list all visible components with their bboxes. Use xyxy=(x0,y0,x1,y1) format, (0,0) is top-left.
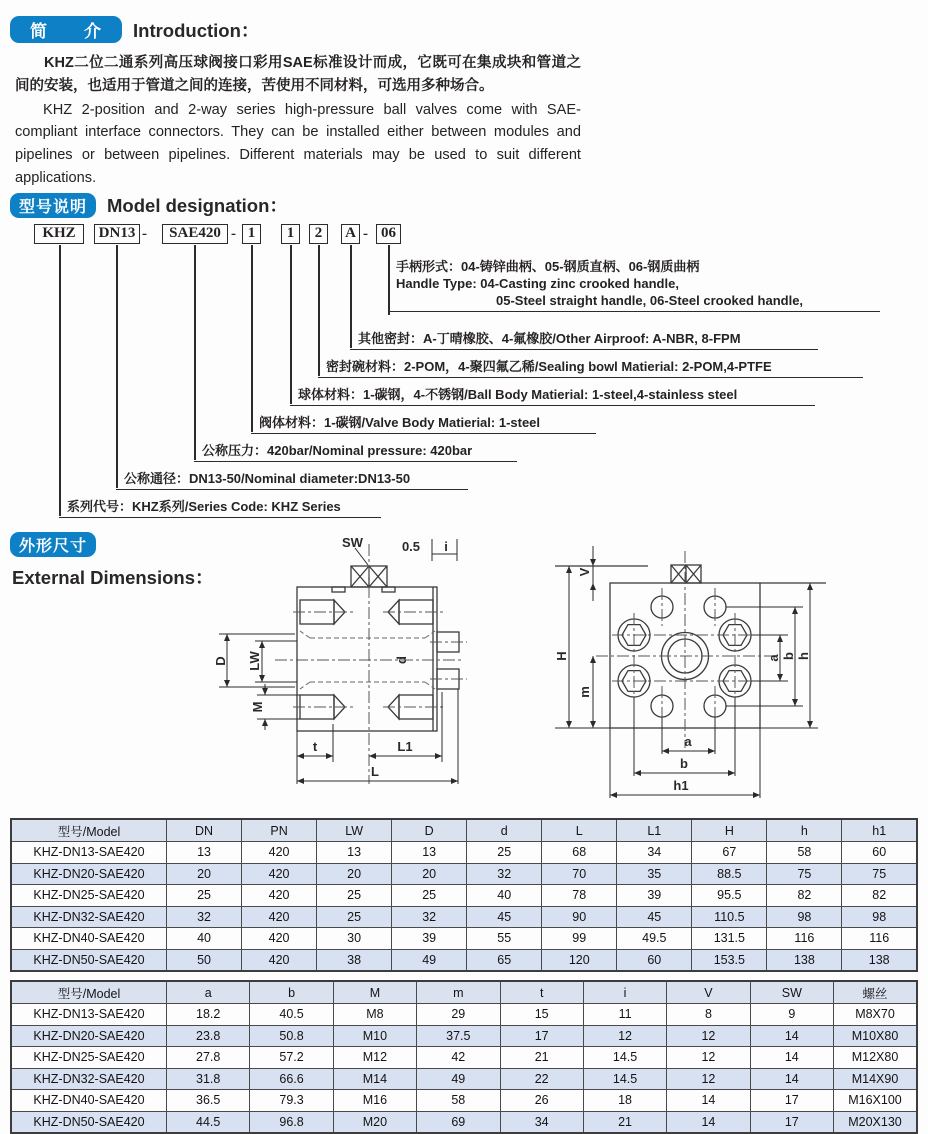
model-code-box-ball-body: 1 xyxy=(281,224,300,244)
value-cell: 88.5 xyxy=(692,863,767,885)
value-cell: 98 xyxy=(842,906,917,928)
designation-label-ball-body: 球体材料：1-碳钢，4-不锈钢/Ball Body Matierial: 1-steel,4-stainless steel xyxy=(290,384,815,406)
value-cell: 21 xyxy=(583,1111,666,1133)
column-header: m xyxy=(417,981,500,1004)
value-cell: 22 xyxy=(500,1068,583,1090)
model-cell: KHZ-DN32-SAE420 xyxy=(11,1068,167,1090)
value-cell: 67 xyxy=(692,842,767,864)
value-cell: 25 xyxy=(317,906,392,928)
value-cell: 34 xyxy=(617,842,692,864)
table-row xyxy=(11,928,917,950)
intro-header xyxy=(10,16,913,43)
table-row xyxy=(11,949,917,971)
value-cell: 58 xyxy=(417,1090,500,1112)
value-cell: 39 xyxy=(617,885,692,907)
value-cell: M14 xyxy=(333,1068,416,1090)
value-cell: 82 xyxy=(842,885,917,907)
value-cell: 75 xyxy=(842,863,917,885)
value-cell: 420 xyxy=(242,842,317,864)
intro-paragraph-zh: KHZ二位二通系列高压球阀接口彩用SAE标准设计而成，它既可在集成块和管道之间的安装，也适用于管道之间的连接，苦使用不同材料，可选用多种场合。 xyxy=(15,55,581,94)
value-cell: 35 xyxy=(617,863,692,885)
designation-label-seal-other: 其他密封：A-丁晴橡胶、4-氟橡胶/Other Airproof: A-NBR, 8-FPM xyxy=(350,328,818,350)
front-view-drawing xyxy=(538,526,928,805)
model-cell: KHZ-DN25-SAE420 xyxy=(11,1047,167,1069)
value-cell: 58 xyxy=(767,842,842,864)
value-cell: 12 xyxy=(583,1025,666,1047)
connector-line-pressure xyxy=(194,245,196,460)
dimension-table-1 xyxy=(10,818,918,972)
value-cell: 57.2 xyxy=(250,1047,333,1069)
dim-label-M: M xyxy=(250,701,265,713)
dimension-table-2 xyxy=(10,980,918,1134)
value-cell: 116 xyxy=(842,928,917,950)
model-code-box-handle: 06 xyxy=(376,224,401,244)
value-cell: 17 xyxy=(750,1090,833,1112)
value-cell: 60 xyxy=(842,842,917,864)
value-cell: 11 xyxy=(583,1004,666,1026)
column-header: d xyxy=(467,819,542,842)
value-cell: 25 xyxy=(467,842,542,864)
value-cell: 14 xyxy=(750,1025,833,1047)
value-cell: M16X100 xyxy=(834,1090,918,1112)
model-cell: KHZ-DN40-SAE420 xyxy=(11,1090,167,1112)
value-cell: M16 xyxy=(333,1090,416,1112)
handle-label-en1: Handle Type: 04-Casting zinc crooked handle, xyxy=(396,276,679,292)
value-cell: 29 xyxy=(417,1004,500,1026)
dimensions-badge: 外形尺寸 xyxy=(10,532,96,557)
table-row xyxy=(11,1047,917,1069)
value-cell: 50.8 xyxy=(250,1025,333,1047)
value-cell: 40 xyxy=(167,928,242,950)
column-header: h1 xyxy=(842,819,917,842)
column-header: a xyxy=(167,981,250,1004)
model-code-box-seal-bowl: 2 xyxy=(309,224,328,244)
table-row xyxy=(11,1004,917,1026)
dim-label-L: L xyxy=(371,764,379,780)
value-cell: 12 xyxy=(667,1047,750,1069)
value-cell: 55 xyxy=(467,928,542,950)
designation-label-handle xyxy=(388,258,880,312)
column-header: 型号/Model xyxy=(11,819,167,842)
value-cell: 65 xyxy=(467,949,542,971)
value-cell: 116 xyxy=(767,928,842,950)
value-cell: M12X80 xyxy=(834,1047,918,1069)
column-header: H xyxy=(692,819,767,842)
value-cell: 50 xyxy=(167,949,242,971)
value-cell: M20X130 xyxy=(834,1111,918,1133)
value-cell: 14.5 xyxy=(583,1068,666,1090)
value-cell: 27.8 xyxy=(167,1047,250,1069)
center-lines xyxy=(275,544,467,784)
designation-heading: Model designation： xyxy=(107,195,288,217)
model-cell: KHZ-DN25-SAE420 xyxy=(11,885,167,907)
value-cell: 13 xyxy=(167,842,242,864)
intro-paragraph-en: KHZ 2-position and 2-way series high-pressure ball valves come with SAE-compliant interface connectors. They can be installed either between modules and pipelines or between pipelines. Different materials may be used to suit different applications. xyxy=(15,101,581,187)
model-code-separator: - xyxy=(231,226,236,243)
value-cell: M14X90 xyxy=(834,1068,918,1090)
value-cell: 14 xyxy=(750,1068,833,1090)
table-row xyxy=(11,1025,917,1047)
front-body-outline xyxy=(555,565,826,728)
value-cell: 20 xyxy=(392,863,467,885)
handle-label-en2: 05-Steel straight handle, 06-Steel crooked handle, xyxy=(496,293,804,309)
column-header: L1 xyxy=(617,819,692,842)
model-code-separator: - xyxy=(142,226,147,243)
model-designation-diagram xyxy=(10,222,928,524)
value-cell: 13 xyxy=(392,842,467,864)
dim-label-h: h xyxy=(796,652,811,661)
dim-label-a-side: a xyxy=(766,654,781,662)
value-cell: M8X70 xyxy=(834,1004,918,1026)
designation-label-diameter: 公称通径：DN13-50/Nominal diameter:DN13-50 xyxy=(116,468,468,490)
connector-line-valve-body xyxy=(251,245,253,432)
value-cell: 82 xyxy=(767,885,842,907)
value-cell: 25 xyxy=(167,885,242,907)
table-row xyxy=(11,863,917,885)
model-code-box-series: KHZ xyxy=(34,224,84,244)
table-row xyxy=(11,1111,917,1133)
value-cell: 45 xyxy=(617,906,692,928)
value-cell: 49 xyxy=(392,949,467,971)
model-cell: KHZ-DN40-SAE420 xyxy=(11,928,167,950)
dim-label-D: D xyxy=(213,656,228,666)
intro-section xyxy=(0,0,928,190)
value-cell: M10 xyxy=(333,1025,416,1047)
dim-label-t: t xyxy=(312,739,318,755)
column-header: i xyxy=(583,981,666,1004)
value-cell: 66.6 xyxy=(250,1068,333,1090)
dim-label-L1: L1 xyxy=(397,739,413,755)
designation-label-pressure: 公称压力：420bar/Nominal pressure: 420bar xyxy=(194,440,517,462)
value-cell: 32 xyxy=(167,906,242,928)
value-cell: 12 xyxy=(667,1068,750,1090)
value-cell: 31.8 xyxy=(167,1068,250,1090)
value-cell: 95.5 xyxy=(692,885,767,907)
designation-badge: 型号说明 xyxy=(10,193,96,218)
column-header: D xyxy=(392,819,467,842)
value-cell: M10X80 xyxy=(834,1025,918,1047)
value-cell: 75 xyxy=(767,863,842,885)
dim-label-i: i xyxy=(444,539,448,555)
value-cell: 23.8 xyxy=(167,1025,250,1047)
value-cell: 131.5 xyxy=(692,928,767,950)
value-cell: 14 xyxy=(750,1047,833,1069)
dim-label-a-bottom: a xyxy=(684,734,692,750)
connector-line-series xyxy=(59,245,61,516)
value-cell: 9 xyxy=(750,1004,833,1026)
value-cell: 420 xyxy=(242,863,317,885)
designation-label-series: 系列代号：KHZ系列/Series Code: KHZ Series xyxy=(59,496,381,518)
value-cell: 32 xyxy=(467,863,542,885)
dim-label-b-side: b xyxy=(781,652,796,661)
value-cell: 39 xyxy=(392,928,467,950)
value-cell: 32 xyxy=(392,906,467,928)
designation-label-valve-body: 阀体材料：1-碳钢/Valve Body Matierial: 1-steel xyxy=(251,412,596,434)
value-cell: 14 xyxy=(667,1090,750,1112)
value-cell: 70 xyxy=(542,863,617,885)
value-cell: 26 xyxy=(500,1090,583,1112)
value-cell: 69 xyxy=(417,1111,500,1133)
column-header: t xyxy=(500,981,583,1004)
value-cell: 36.5 xyxy=(167,1090,250,1112)
value-cell: M8 xyxy=(333,1004,416,1026)
value-cell: M20 xyxy=(333,1111,416,1133)
value-cell: 42 xyxy=(417,1047,500,1069)
value-cell: 37.5 xyxy=(417,1025,500,1047)
table-row xyxy=(11,842,917,864)
value-cell: 110.5 xyxy=(692,906,767,928)
value-cell: 17 xyxy=(750,1111,833,1133)
model-code-box-pressure: SAE420 xyxy=(162,224,228,244)
handle-label-zh: 手柄形式：04-铸锌曲柄、05-钢质直柄、06-钢质曲柄 xyxy=(396,259,700,275)
intro-heading: Introduction： xyxy=(133,19,260,41)
value-cell: 15 xyxy=(500,1004,583,1026)
value-cell: 25 xyxy=(317,885,392,907)
value-cell: 44.5 xyxy=(167,1111,250,1133)
value-cell: M12 xyxy=(333,1047,416,1069)
table-row xyxy=(11,1090,917,1112)
model-cell: KHZ-DN20-SAE420 xyxy=(11,1025,167,1047)
table-row xyxy=(11,906,917,928)
value-cell: 78 xyxy=(542,885,617,907)
value-cell: 38 xyxy=(317,949,392,971)
value-cell: 20 xyxy=(317,863,392,885)
model-cell: KHZ-DN13-SAE420 xyxy=(11,842,167,864)
value-cell: 99 xyxy=(542,928,617,950)
value-cell: 14 xyxy=(667,1111,750,1133)
model-code-box-valve-body: 1 xyxy=(242,224,261,244)
value-cell: 90 xyxy=(542,906,617,928)
table-row xyxy=(11,885,917,907)
value-cell: 18.2 xyxy=(167,1004,250,1026)
designation-label-seal-bowl: 密封碗材料：2-POM，4-聚四氟乙稀/Sealing bowl Matierial: 2-POM,4-PTFE xyxy=(318,356,863,378)
model-cell: KHZ-DN32-SAE420 xyxy=(11,906,167,928)
value-cell: 21 xyxy=(500,1047,583,1069)
model-cell: KHZ-DN13-SAE420 xyxy=(11,1004,167,1026)
value-cell: 17 xyxy=(500,1025,583,1047)
model-code-box-diameter: DN13 xyxy=(94,224,140,244)
value-cell: 49.5 xyxy=(617,928,692,950)
value-cell: 13 xyxy=(317,842,392,864)
dim-label-LW: LW xyxy=(247,651,262,671)
value-cell: 18 xyxy=(583,1090,666,1112)
column-header: M xyxy=(333,981,416,1004)
value-cell: 40 xyxy=(467,885,542,907)
value-cell: 8 xyxy=(667,1004,750,1026)
dimensions-heading: External Dimensions： xyxy=(12,567,214,589)
column-header: L xyxy=(542,819,617,842)
value-cell: 420 xyxy=(242,928,317,950)
dim-label-H: H xyxy=(554,651,569,661)
connector-line-diameter xyxy=(116,245,118,488)
connector-line-ball-body xyxy=(290,245,292,404)
value-cell: 40.5 xyxy=(250,1004,333,1026)
dim-label-sw: SW xyxy=(342,535,363,551)
value-cell: 68 xyxy=(542,842,617,864)
designation-header xyxy=(10,192,928,218)
value-cell: 60 xyxy=(617,949,692,971)
value-cell: 120 xyxy=(542,949,617,971)
value-cell: 30 xyxy=(317,928,392,950)
model-cell: KHZ-DN50-SAE420 xyxy=(11,949,167,971)
value-cell: 420 xyxy=(242,949,317,971)
value-cell: 420 xyxy=(242,885,317,907)
value-cell: 98 xyxy=(767,906,842,928)
dim-label-m: m xyxy=(577,686,592,698)
model-code-separator: - xyxy=(363,226,368,243)
dim-label-b-bottom: b xyxy=(680,756,688,772)
column-header: b xyxy=(250,981,333,1004)
column-header: PN xyxy=(242,819,317,842)
value-cell: 12 xyxy=(667,1025,750,1047)
value-cell: 138 xyxy=(767,949,842,971)
value-cell: 34 xyxy=(500,1111,583,1133)
value-cell: 45 xyxy=(467,906,542,928)
table-header-row xyxy=(11,819,917,842)
valve-body-outline xyxy=(297,566,459,731)
column-header: SW xyxy=(750,981,833,1004)
model-cell: KHZ-DN20-SAE420 xyxy=(11,863,167,885)
designation-section xyxy=(0,190,928,524)
column-header: V xyxy=(667,981,750,1004)
value-cell: 138 xyxy=(842,949,917,971)
column-header: 螺丝 xyxy=(834,981,918,1004)
side-view-drawing xyxy=(205,534,505,806)
column-header: LW xyxy=(317,819,392,842)
model-cell: KHZ-DN50-SAE420 xyxy=(11,1111,167,1133)
value-cell: 79.3 xyxy=(250,1090,333,1112)
value-cell: 25 xyxy=(392,885,467,907)
external-dimensions-section xyxy=(0,526,928,810)
value-cell: 49 xyxy=(417,1068,500,1090)
table-header-row xyxy=(11,981,917,1004)
value-cell: 420 xyxy=(242,906,317,928)
dim-label-h1: h1 xyxy=(673,778,689,794)
value-cell: 20 xyxy=(167,863,242,885)
value-cell: 153.5 xyxy=(692,949,767,971)
value-cell: 96.8 xyxy=(250,1111,333,1133)
dim-label-V: V xyxy=(577,567,592,577)
value-cell: 14.5 xyxy=(583,1047,666,1069)
dim-label-gap: 0.5 xyxy=(401,539,421,555)
table-row xyxy=(11,1068,917,1090)
dim-label-d: d xyxy=(394,656,409,665)
column-header: DN xyxy=(167,819,242,842)
column-header: h xyxy=(767,819,842,842)
model-code-box-seal-other: A xyxy=(341,224,360,244)
column-header: 型号/Model xyxy=(11,981,167,1004)
intro-badge: 简 介 xyxy=(10,16,122,43)
